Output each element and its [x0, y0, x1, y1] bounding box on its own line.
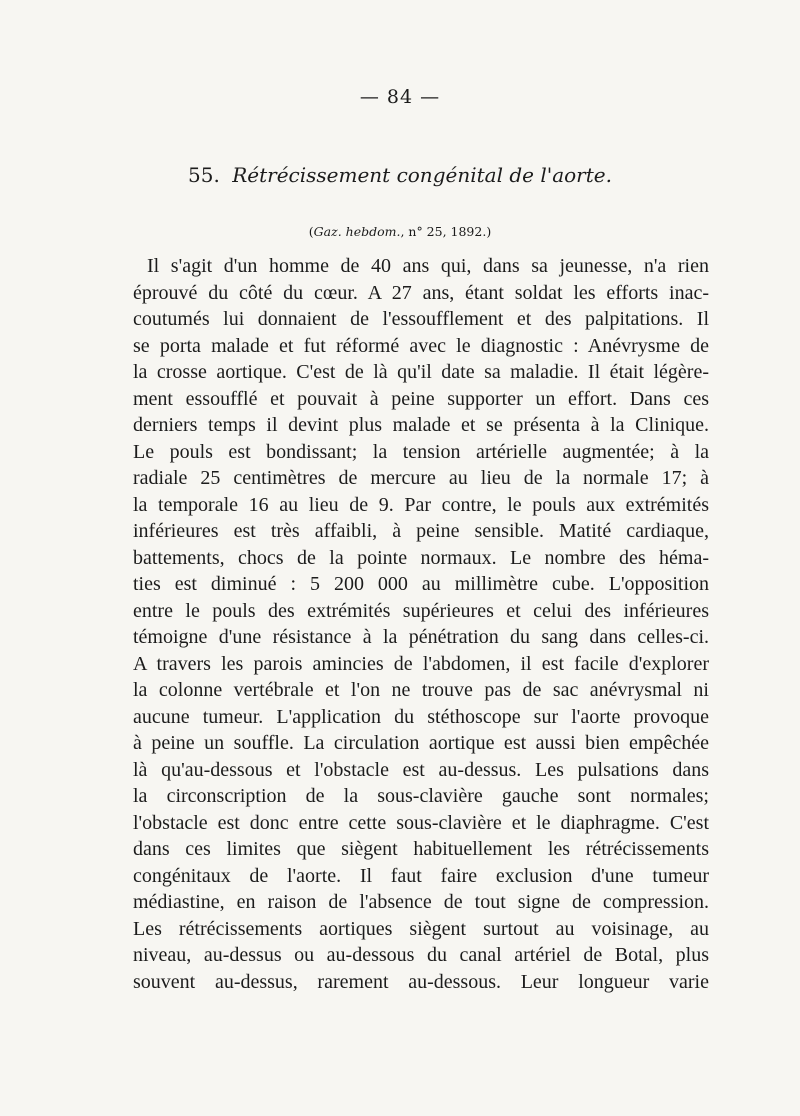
text-line: se porta malade et fut réformé avec le diagnostic : Anévrysme de [133, 334, 709, 357]
text-line: entre le pouls des extrémités supérieures et celui des inférieures [133, 599, 709, 622]
text-line: ties est diminué : 5 200 000 au millimètre cube. L'opposition [133, 573, 709, 595]
text-line: la colonne vertébrale et l'on ne trouve pas de sac anévrysmal ni [133, 679, 709, 701]
text-line: la circonscription de la sous-clavière gauche sont normales; [133, 785, 709, 807]
page-number: — 84 — [359, 86, 441, 108]
text-line: derniers temps il devint plus malade et se présenta à la Clinique. [133, 414, 709, 436]
text-line: niveau, au-dessus ou au-dessous du canal artériel de Botal, plus [133, 944, 709, 966]
text-line: coutumés lui donnaient de l'essoufflement et des palpitations. Il [133, 308, 709, 330]
text-line: congénitaux de l'aorte. Il faut faire exclusion d'une tumeur [133, 864, 709, 887]
text-line: A travers les parois amincies de l'abdomen, il est facile d'explorer [133, 652, 709, 675]
source-citation: (Gaz. hebdom., n° 25, 1892.) [308, 224, 492, 239]
text-line: ment essoufflé et pouvait à peine supporter un effort. Dans ces [133, 387, 709, 410]
text-line: l'obstacle est donc entre cette sous-clavière et le diaphragme. C'est [133, 811, 709, 834]
section-number: 55. [188, 163, 220, 187]
text-line: médiastine, en raison de l'absence de tout signe de compression. [133, 891, 709, 913]
text-line: inférieures est très affaibli, à peine sensible. Matité cardiaque, [133, 520, 709, 542]
text-line: à peine un souffle. La circulation aortique est aussi bien empêchée [133, 732, 709, 754]
text-line: la crosse aortique. C'est de là qu'il date sa maladie. Il était légère- [133, 361, 709, 383]
text-line: Le pouls est bondissant; la tension artérielle augmentée; à la [133, 440, 709, 463]
text-line: la temporale 16 au lieu de 9. Par contre, le pouls aux extrémités [133, 493, 709, 516]
text-line: là qu'au-dessous et l'obstacle est au-dessus. Les pulsations dans [133, 758, 709, 781]
text-line: témoigne d'une résistance à la pénétration du sang dans celles-ci. [133, 626, 709, 648]
section-title: Rétrécissement congénital de l'aorte. [232, 163, 612, 187]
text-line: aucune tumeur. L'application du stéthoscope sur l'aorte provoque [133, 705, 709, 728]
section-heading [0, 163, 800, 187]
text-line: dans ces limites que siègent habituellement les rétrécissements [133, 838, 709, 860]
text-line: Les rétrécissements aortiques siègent surtout au voisinage, au [133, 917, 709, 940]
text-line: éprouvé du côté du cœur. A 27 ans, étant soldat les efforts inac- [133, 281, 709, 304]
text-line: battements, chocs de la pointe normaux. Le nombre des héma- [133, 546, 709, 569]
text-line: radiale 25 centimètres de mercure au lieu de la normale 17; à [133, 467, 709, 489]
body-text [133, 253, 709, 995]
text-line: Il s'agit d'un homme de 40 ans qui, dans sa jeunesse, n'a rien [147, 255, 709, 277]
source-details: , n° 25, 1892. [400, 224, 487, 239]
source-journal: Gaz. hebdom. [313, 224, 401, 239]
text-line: souvent au-dessus, rarement au-dessous. Leur longueur varie [133, 970, 709, 993]
